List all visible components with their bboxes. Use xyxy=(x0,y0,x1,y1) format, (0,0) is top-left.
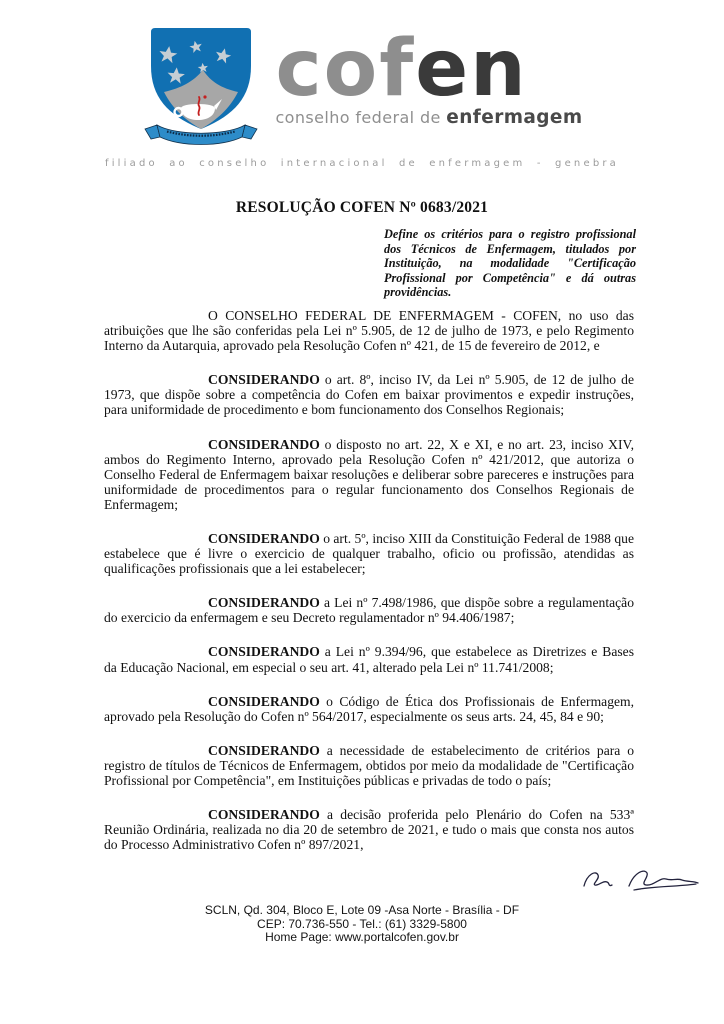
paragraph-lead: CONSIDERANDO xyxy=(208,372,320,388)
paragraph-lead: CONSIDERANDO xyxy=(208,531,320,546)
paragraph-text: o disposto no art. 22, X e XI, e no art. 23, inciso XIV, ambos do Regimento Interno, aprovado pela Resolução Cofen nº 421/2012, que autoriza o Conselho Federal de Enfermagem baixar resoluções e deliberar sobre pareceres e instruções para uniformidade de procedimentos para o regular funcionamento dos Conselhos Regionais de Enfermagem; xyxy=(104,436,634,512)
paragraph-text: a Lei nº 9.394/96, que estabelece as Diretrizes e Bases da Educação Nacional, em especial o seu art. 41, alterado pela Lei nº 11.741/2008; xyxy=(104,644,634,675)
paragraph-text: a necessidade de estabelecimento de critérios para o registro de títulos de Técnicos de Enfermagem, obtidos por meio da modalidade de "Certificação Profissional por Competência", em Instituições públicas e privadas de todo o país; xyxy=(104,742,634,789)
paragraph-text: o art. 8º, inciso IV, da Lei nº 5.905, de 12 de julho de 1973, que dispõe sobre a competência do Cofen em baixar provimentos e expedir instruções, para uniformidade de procedimento e bom funcionamento dos Conselhos Regionais; xyxy=(104,372,634,418)
wordmark-gray-part: cof xyxy=(275,24,416,114)
paragraph-lead: CONSIDERANDO xyxy=(208,693,320,709)
paragraph xyxy=(104,807,634,852)
resolution-title: RESOLUÇÃO COFEN Nº 0683/2021 xyxy=(235,199,489,216)
paragraph xyxy=(104,308,634,353)
subtitle-light: conselho federal de xyxy=(275,108,447,127)
paragraph-lead: CONSIDERANDO xyxy=(208,807,320,823)
footer-homepage: Home Page: www.portalcofen.gov.br xyxy=(265,930,459,945)
wordmark-subtitle xyxy=(275,107,582,128)
paragraph xyxy=(104,644,634,674)
subtitle-bold: enfermagem xyxy=(446,107,583,128)
cofen-wordmark xyxy=(275,26,582,128)
paragraph-lead: CONSIDERANDO xyxy=(208,742,320,758)
paragraph xyxy=(104,595,634,625)
paragraph xyxy=(104,743,634,788)
wordmark-text xyxy=(275,24,582,114)
wordmark-dark-part: en xyxy=(415,24,528,114)
paragraph xyxy=(104,694,634,724)
resolution-epigraph: Define os critérios para o registro profissional dos Técnicos de Enfermagem, titulados por Instituição, na modalidade "Certificação Profissional por Competência" e dá outras providências. xyxy=(384,227,636,300)
cofen-logo xyxy=(0,0,724,148)
paragraph-lead: CONSIDERANDO xyxy=(208,644,320,660)
paragraph xyxy=(104,372,634,417)
paragraph-lead: CONSIDERANDO xyxy=(208,436,320,452)
footer-address-block xyxy=(0,904,724,945)
footer-cep-phone: CEP: 70.736-550 - Tel.: (61) 3329-5800 xyxy=(257,916,467,931)
handwritten-signature-icon xyxy=(574,860,704,900)
signature-area xyxy=(0,852,724,900)
paragraph-text: a Lei nº 7.498/1986, que dispõe sobre a regulamentação do exercicio da enfermagem e seu Decreto regulamentador nº 94.406/1987; xyxy=(104,595,634,626)
paragraph-text: o art. 5º, inciso XIII da Constituição Federal de 1988 que estabelece que é livre o exercicio de qualquer trabalho, oficio ou profissão, atendidas as qualificações profissionais que a lei estabelecer; xyxy=(104,531,634,577)
paragraph xyxy=(104,531,634,576)
affiliation-tagline: filiado ao conselho internacional de enfermagem - genebra xyxy=(104,158,620,169)
paragraph-text: O CONSELHO FEDERAL DE ENFERMAGEM - COFEN, no uso das atribuições que lhe são conferidas pela Lei nº 5.905, de 12 de julho de 1973, e pelo Regimento Interno da Autarquia, aprovado pela Resolução Cofen nº 421, de 15 de fevereiro de 2012, e xyxy=(104,307,634,354)
paragraph xyxy=(104,437,634,512)
paragraph-lead: CONSIDERANDO xyxy=(208,595,320,611)
document-body xyxy=(0,308,724,852)
paragraph-text: a decisão proferida pelo Plenário do Cofen na 533ª Reunião Ordinária, realizada no dia 20 de setembro de 2021, e tudo o mais que consta nos autos do Processo Administrativo Cofen nº 897/2021, xyxy=(104,807,634,853)
footer-address: SCLN, Qd. 304, Bloco E, Lote 09 -Asa Norte - Brasília - DF xyxy=(204,903,520,918)
cofen-crest-icon xyxy=(141,26,261,148)
paragraph-text: o Código de Ética dos Profissionais de Enfermagem, aprovado pela Resolução do Cofen nº 564/2017, especialmente os seus arts. 24, 45, 84 e 90; xyxy=(104,693,634,724)
